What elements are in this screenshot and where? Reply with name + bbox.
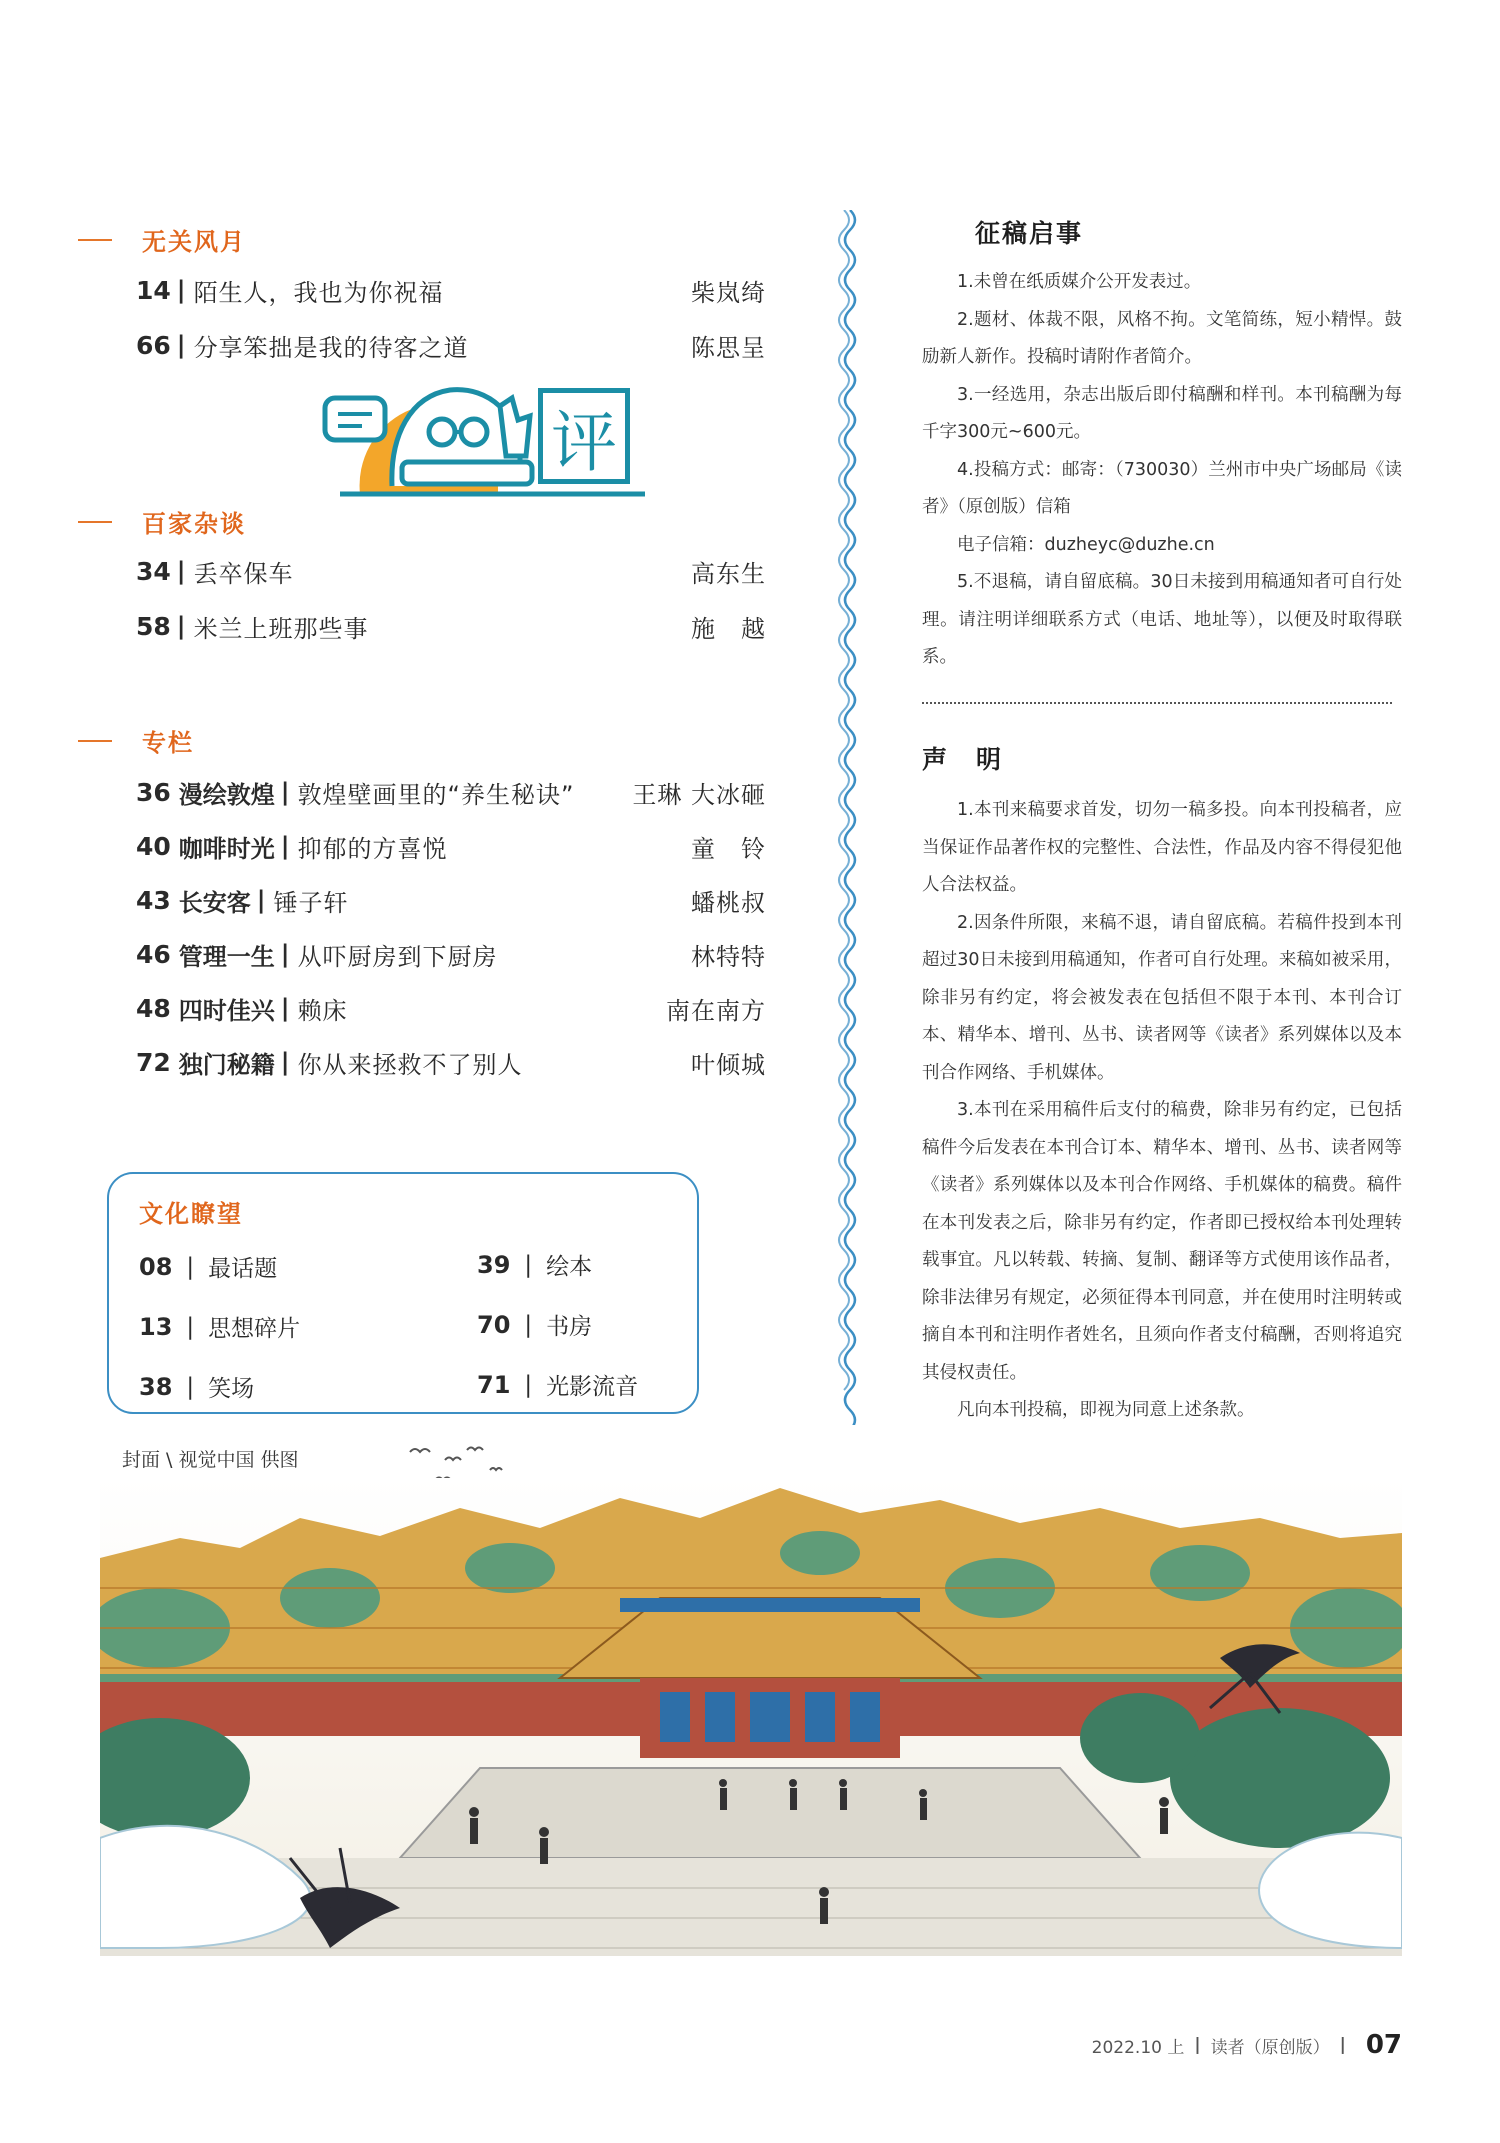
toc-separator: | <box>176 557 186 585</box>
toc-separator: | <box>256 886 266 914</box>
toc-page-number: 46 <box>136 939 171 969</box>
ping-char: 评 <box>551 403 617 481</box>
culture-page-number: 70 <box>477 1310 511 1339</box>
section-title: 百家杂谈 <box>142 510 246 538</box>
shengming-item: 2.因条件所限，来稿不退，请自留底稿。若稿件投到本刊超过30日未接到用稿通知，作者可自行处理。来稿如被采用，除非另有约定，将会被发表在包括但不限于本刊、本刊合订本、精华本、增刊、丛书、读者网等《读者》系列媒体以及本刊合作网络、手机媒体。 <box>922 912 1402 1083</box>
toc-author: 柴岚绮 <box>691 278 766 307</box>
toc-separator: | <box>280 994 290 1022</box>
shengming-item: 3.本刊在采用稿件后支付的稿费，除非另有约定，已包括稿件今后发表在本刊合订本、精华本、增刊、丛书、读者网等《读者》系列媒体以及本刊合作网络、手机媒体的稿费。稿件在本刊发表之后，除非另有约定，作者即已授权给本刊处理转载事宜。凡以转载、转摘、复制、翻译等方式使用该作品者，除非法律另有规定，必须征得本刊同意，并在使用时注明转或摘自本刊和注明作者姓名，且须向作者支付稿酬，否则将追究其侵权责任。 <box>922 1100 1402 1383</box>
zhenggao-item: 3.一经选用，杂志出版后即付稿酬和样刊。本刊稿酬为每千字300元~600元。 <box>922 384 1402 442</box>
footer-separator: | <box>1194 2035 1201 2055</box>
section-title: 无关风月 <box>142 228 246 256</box>
culture-item[interactable]: 70 | 书房 <box>477 1308 592 1341</box>
toc-entry[interactable] <box>136 828 766 864</box>
culture-item[interactable]: 13 | 思想碎片 <box>139 1310 300 1343</box>
zhenggao-email: 电子信箱：duzheyc@duzhe.cn <box>957 534 1215 555</box>
section-title: 专栏 <box>142 729 194 757</box>
toc-separator: | <box>176 612 186 640</box>
toc-separator: | <box>280 940 290 968</box>
toc-entry[interactable] <box>136 936 766 972</box>
toc-column-name: 长安客 <box>178 888 251 917</box>
wavy-divider <box>836 210 864 1425</box>
toc-author: 蟠桃叔 <box>691 888 766 917</box>
ping-badge <box>538 388 630 484</box>
toc-author: 王琳 大冰砸 <box>632 780 766 809</box>
toc-title: 从吓厨房到下厨房 <box>297 942 498 971</box>
footer-separator: | <box>1339 2035 1346 2055</box>
culture-page-number: 71 <box>477 1370 511 1399</box>
shengming-item: 1.本刊来稿要求首发，切勿一稿多投。向本刊投稿者，应当保证作品著作权的完整性、合法性，作品及内容不得侵犯他人合法权益。 <box>922 800 1402 895</box>
toc-title: 赖床 <box>297 996 348 1025</box>
zhenggao-item: 4.投稿方式：邮寄：（730030）兰州市中央广场邮局《读者》（原创版）信箱 <box>922 459 1402 517</box>
culture-page-number: 08 <box>139 1252 173 1281</box>
toc-title: 敦煌壁画里的“养生秘诀” <box>297 780 575 809</box>
culture-page-number: 39 <box>477 1250 511 1279</box>
shengming-title: 声 明 <box>922 745 1004 774</box>
toc-separator: | <box>280 832 290 860</box>
culture-title: 文化瞭望 <box>139 1200 243 1228</box>
toc-column-name: 管理一生 <box>178 942 275 971</box>
shengming-item: 凡向本刊投稿，即视为同意上述条款。 <box>957 1400 1255 1420</box>
section-dotted-divider <box>922 702 1392 704</box>
page-footer <box>1092 2030 1402 2060</box>
cover-caption: 封面 \ 视觉中国 供图 <box>122 1449 299 1471</box>
toc-author: 施 越 <box>691 614 766 643</box>
toc-entry[interactable] <box>136 990 766 1026</box>
toc-author: 高东生 <box>691 559 766 588</box>
toc-page-number: 36 <box>136 777 171 807</box>
toc-author: 陈思呈 <box>691 333 766 362</box>
toc-page-number: 14 <box>136 275 171 305</box>
zhenggao-item: 2.题材、体裁不限，风格不拘。文笔简练，短小精悍。鼓励新人新作。投稿时请附作者简介。 <box>922 309 1402 367</box>
culture-item[interactable]: 71 | 光影流音 <box>477 1368 638 1401</box>
toc-entry[interactable] <box>136 774 766 810</box>
culture-page-number: 13 <box>139 1312 173 1341</box>
culture-item-title: 思想碎片 <box>208 1316 301 1342</box>
toc-entry[interactable] <box>136 882 766 918</box>
shengming-body <box>922 792 1402 1430</box>
toc-page-number: 40 <box>136 831 171 861</box>
culture-item-title: 书房 <box>546 1314 593 1340</box>
toc-title: 抑郁的方喜悦 <box>297 834 448 863</box>
section-dash <box>78 521 112 523</box>
toc-column-name: 漫绘敦煌 <box>178 780 275 809</box>
zhenggao-item: 1.未曾在纸质媒介公开发表过。 <box>957 272 1202 292</box>
toc-entry[interactable] <box>136 272 766 308</box>
section-header-zhuanlan <box>78 723 194 758</box>
culture-item-title: 光影流音 <box>546 1374 639 1400</box>
toc-title: 分享笨拙是我的待客之道 <box>193 333 469 362</box>
toc-author: 南在南方 <box>666 996 766 1025</box>
toc-separator: | <box>176 331 186 359</box>
toc-author: 童 铃 <box>691 834 766 863</box>
toc-separator: | <box>176 276 186 304</box>
footer-page-number: 07 <box>1365 2030 1402 2060</box>
toc-column-name: 咖啡时光 <box>178 834 275 863</box>
culture-box <box>107 1172 699 1414</box>
toc-title: 丢卒保车 <box>193 559 294 588</box>
culture-item[interactable]: 39 | 绘本 <box>477 1248 592 1281</box>
culture-item[interactable]: 08 | 最话题 <box>139 1250 277 1283</box>
zhenggao-item: 5.不退稿，请自留底稿。30日未接到用稿通知者可自行处理。请注明详细联系方式（电话、地址等），以便及时取得联系。 <box>922 572 1402 667</box>
zhenggao-title: 征稿启事 <box>975 219 1084 248</box>
toc-title: 你从来拯救不了别人 <box>297 1050 523 1079</box>
toc-page-number: 72 <box>136 1047 171 1077</box>
toc-entry[interactable] <box>136 608 766 644</box>
toc-page-number: 66 <box>136 330 171 360</box>
section-header-baijia <box>78 504 246 539</box>
toc-entry[interactable] <box>136 327 766 363</box>
culture-page-number: 38 <box>139 1372 173 1401</box>
toc-page-number: 34 <box>136 556 171 586</box>
culture-item-title: 笑场 <box>208 1376 255 1402</box>
culture-item-title: 绘本 <box>546 1254 593 1280</box>
culture-item-title: 最话题 <box>208 1256 278 1282</box>
forbidden-city-illustration <box>100 1478 1402 1956</box>
toc-separator: | <box>280 1048 290 1076</box>
toc-title: 锤子轩 <box>273 888 349 917</box>
toc-entry[interactable] <box>136 553 766 589</box>
toc-author: 叶倾城 <box>691 1050 766 1079</box>
toc-author: 林特特 <box>691 942 766 971</box>
section-header-wuguan <box>78 222 246 257</box>
toc-page-number: 48 <box>136 993 171 1023</box>
zhenggao-body <box>922 264 1402 677</box>
section-dash <box>78 740 112 742</box>
footer-magazine: 读者（原创版） <box>1210 2037 1330 2058</box>
toc-title: 陌生人，我也为你祝福 <box>193 278 444 307</box>
toc-separator: | <box>280 778 290 806</box>
footer-issue: 2022.10 上 <box>1091 2037 1185 2058</box>
culture-item[interactable]: 38 | 笑场 <box>139 1370 254 1403</box>
section-dash <box>78 239 112 241</box>
toc-entry[interactable] <box>136 1044 766 1080</box>
toc-title: 米兰上班那些事 <box>193 614 369 643</box>
toc-page-number: 58 <box>136 611 171 641</box>
toc-column-name: 独门秘籍 <box>178 1050 275 1079</box>
toc-column-name: 四时佳兴 <box>178 996 275 1025</box>
toc-page-number: 43 <box>136 885 171 915</box>
